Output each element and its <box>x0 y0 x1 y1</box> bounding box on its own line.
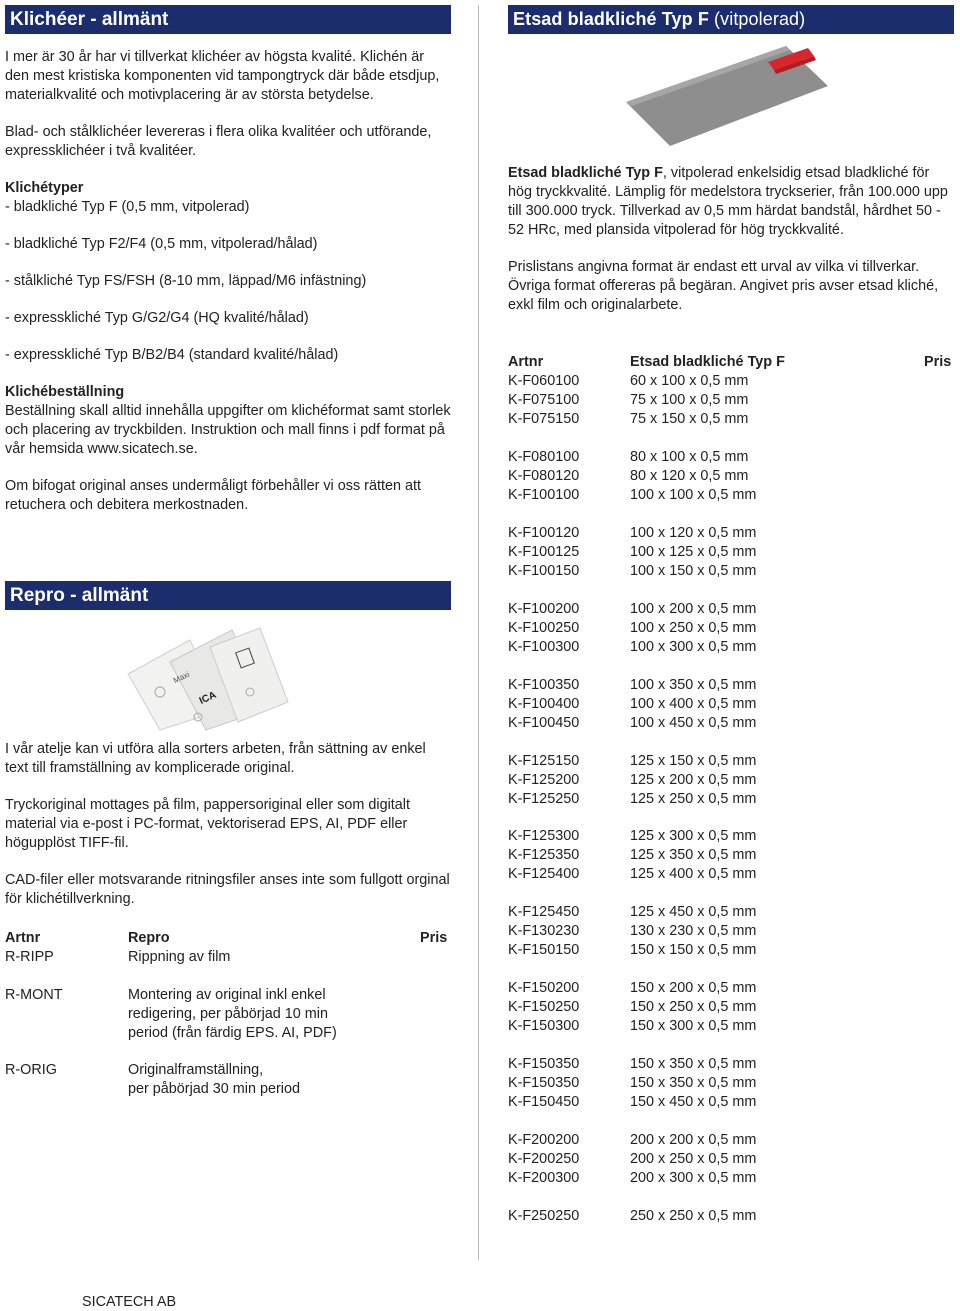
table-row-desc: 75 x 100 x 0,5 mm <box>630 392 749 408</box>
plate-image <box>618 40 838 150</box>
table-row-artnr: K-F150300 <box>508 1018 580 1035</box>
table-row-artnr: K-F100200 <box>508 600 580 617</box>
etsad-price-table <box>508 353 954 1233</box>
title-bold: Etsad bladkliché Typ F <box>513 9 709 29</box>
repro-film-image <box>120 622 290 732</box>
etsad-col-artnr: Artnr <box>508 354 544 370</box>
table-row-desc: 200 x 300 x 0,5 mm <box>630 1170 757 1186</box>
table-row-desc: 100 x 250 x 0,5 mm <box>630 619 757 636</box>
table-row-desc: 150 x 450 x 0,5 mm <box>630 1094 757 1111</box>
table-row-desc: 125 x 350 x 0,5 mm <box>630 847 757 864</box>
etsad-description <box>508 164 954 315</box>
table-row-artnr: K-F200250 <box>508 1151 580 1167</box>
table-row-desc: 60 x 100 x 0,5 mm <box>630 373 749 389</box>
table-row-desc: 150 x 350 x 0,5 mm <box>630 1075 757 1092</box>
table-row-desc: Originalframställning, <box>128 1062 264 1078</box>
type-item: - expresskliché Typ G/G2/G4 (HQ kvalité/hålad) <box>5 310 309 326</box>
repro-text-block <box>5 740 451 909</box>
etsad-paragraph-1 <box>508 164 954 240</box>
repro-price-table <box>5 929 451 1099</box>
type-item: - expresskliché Typ B/B2/B4 (standard kvalité/hålad) <box>5 347 339 363</box>
table-row-desc: period (från färdig EPS. AI, PDF) <box>128 1025 337 1041</box>
table-row-artnr: K-F100350 <box>508 676 580 693</box>
section-title-etsad <box>508 5 954 34</box>
table-row-desc: 125 x 450 x 0,5 mm <box>630 904 757 921</box>
table-row-artnr: K-F080120 <box>508 467 580 484</box>
table-row-artnr: K-F100250 <box>508 619 580 636</box>
table-row-artnr: K-F125300 <box>508 828 580 845</box>
table-row-desc: per påbörjad 30 min period <box>128 1081 300 1097</box>
table-row-artnr: K-F250250 <box>508 1207 580 1224</box>
table-row-artnr: K-F150150 <box>508 942 580 959</box>
table-row-artnr: K-F100120 <box>508 524 580 541</box>
etsad-col-desc: Etsad bladkliché Typ F <box>630 354 785 370</box>
table-row-desc: 200 x 250 x 0,5 mm <box>630 1151 757 1167</box>
table-row-desc: 100 x 350 x 0,5 mm <box>630 676 757 693</box>
right-column <box>508 5 954 34</box>
table-row-desc: 100 x 125 x 0,5 mm <box>630 543 757 560</box>
order-paragraph: Beställning skall alltid innehålla uppgifter om klichéformat samt storlek och placering av tryckbilden. Instruktion och mall finns i pdf format på vår hemsida www.sicatech.se. <box>5 403 451 457</box>
table-row-artnr: K-F100300 <box>508 638 580 655</box>
table-row-artnr: K-F125150 <box>508 752 580 769</box>
film-label-ica: ICA <box>197 689 219 707</box>
table-row-artnr: K-F125350 <box>508 847 580 864</box>
table-row-artnr: R-ORIG <box>5 1062 57 1078</box>
table-row-artnr: K-F150350 <box>508 1056 580 1073</box>
table-row-desc: 150 x 150 x 0,5 mm <box>630 942 757 959</box>
table-row-artnr: K-F080100 <box>508 448 580 465</box>
title-rest: (vitpolerad) <box>708 9 806 29</box>
table-row-desc: 125 x 400 x 0,5 mm <box>630 866 757 883</box>
table-row-artnr: K-F100400 <box>508 695 580 712</box>
repro-paragraph-3: CAD-filer eller motsvarande ritningsfiler anses inte som fullgott orginal för klichétillverkning. <box>5 872 450 907</box>
table-row-desc: 100 x 300 x 0,5 mm <box>630 638 757 655</box>
table-row-artnr: K-F100100 <box>508 486 580 503</box>
left-column <box>5 5 451 515</box>
table-row-desc: 80 x 100 x 0,5 mm <box>630 448 749 465</box>
repro-col-price: Pris <box>420 930 448 946</box>
table-row-artnr: K-F130230 <box>508 923 580 940</box>
column-divider <box>478 5 479 1260</box>
table-row-desc: 100 x 450 x 0,5 mm <box>630 714 757 731</box>
table-row-artnr: K-F125400 <box>508 866 580 883</box>
table-row-artnr: K-F125200 <box>508 771 580 788</box>
repro-paragraph-2: Tryckoriginal mottages på film, pappersoriginal eller som digitalt material via e-post i PC-format, vektoriserad EPS, AI, PDF eller högupplöst TIFF-fil. <box>5 797 410 851</box>
table-row-desc: 100 x 100 x 0,5 mm <box>630 486 757 503</box>
type-item: - bladkliché Typ F2/F4 (0,5 mm, vitpolerad/hålad) <box>5 236 318 252</box>
table-row-artnr: K-F150350 <box>508 1075 580 1092</box>
table-row-artnr: K-F075100 <box>508 392 580 408</box>
type-item: - bladkliché Typ F (0,5 mm, vitpolerad) <box>5 199 250 215</box>
table-row-artnr: R-MONT <box>5 987 63 1003</box>
table-row-desc: 150 x 250 x 0,5 mm <box>630 999 757 1016</box>
table-row-desc: 130 x 230 x 0,5 mm <box>630 923 757 940</box>
repro-col-desc: Repro <box>128 930 170 946</box>
table-row-artnr: K-F100150 <box>508 562 580 579</box>
section-title-klicheer: Klichéer - allmänt <box>5 5 451 34</box>
table-row-desc: 100 x 400 x 0,5 mm <box>630 695 757 712</box>
table-row-desc: 125 x 150 x 0,5 mm <box>630 752 757 769</box>
etsad-desc: , vitpolerad enkelsidig etsad bladkliché för hög tryckkvalité. Lämplig för medelstora tryckserier, från 100.000 upp till 300.000 tryck. Tillverkad av 0,5 mm härdat bandstål, hårdhet 50 - 52 HRc, med plansida vitpolerad för hög tryckkvalité. <box>508 165 948 238</box>
table-row-desc: 125 x 200 x 0,5 mm <box>630 771 757 788</box>
table-row-desc: 80 x 120 x 0,5 mm <box>630 467 749 484</box>
etsad-name: Etsad bladkliché Typ F <box>508 165 663 181</box>
film-label-maxi: Maxi <box>171 669 192 686</box>
table-row-desc: 200 x 200 x 0,5 mm <box>630 1132 757 1148</box>
type-item: - stålkliché Typ FS/FSH (8-10 mm, läppad/M6 infästning) <box>5 273 367 289</box>
table-row-desc: 100 x 120 x 0,5 mm <box>630 524 757 541</box>
table-row-desc: 250 x 250 x 0,5 mm <box>630 1207 757 1224</box>
section-title-repro: Repro - allmänt <box>5 581 451 610</box>
table-row-desc: 75 x 150 x 0,5 mm <box>630 411 749 427</box>
table-row-desc: Rippning av film <box>128 949 231 965</box>
table-row-artnr: K-F100125 <box>508 543 580 560</box>
table-row-artnr: K-F125250 <box>508 790 580 807</box>
table-row-artnr: K-F200300 <box>508 1170 580 1186</box>
table-row-artnr: R-RIPP <box>5 949 54 965</box>
intro-paragraph: I mer är 30 år har vi tillverkat klichéer av högsta kvalité. Klichén är den mest kristiska komponenten vid tampongtryck där både etsdjup, materialkvalité och motivplacering är av största betydelse. <box>5 49 440 103</box>
table-row-desc: 150 x 300 x 0,5 mm <box>630 1018 757 1035</box>
types-heading: Klichétyper <box>5 180 84 196</box>
table-row-desc: redigering, per påbörjad 10 min <box>128 1006 328 1022</box>
repro-col-artnr: Artnr <box>5 930 41 946</box>
table-row-desc: 150 x 200 x 0,5 mm <box>630 980 757 997</box>
repro-paragraph-1: I vår atelje kan vi utföra alla sorters arbeten, från sättning av enkel text till framställning av komplicerade original. <box>5 741 426 776</box>
table-row-desc: Montering av original inkl enkel <box>128 987 326 1003</box>
table-row-artnr: K-F100450 <box>508 714 580 731</box>
table-row-desc: 100 x 150 x 0,5 mm <box>630 562 757 579</box>
table-row-desc: 125 x 250 x 0,5 mm <box>630 790 757 807</box>
table-row-artnr: K-F150450 <box>508 1094 580 1111</box>
etsad-col-price: Pris <box>924 354 952 370</box>
order-heading: Klichébeställning <box>5 384 125 400</box>
table-row-artnr: K-F075150 <box>508 411 580 427</box>
table-row-artnr: K-F125450 <box>508 904 580 921</box>
etsad-paragraph-2: Prislistans angivna format är endast ett urval av vilka vi tillverkar. Övriga format offereras på begäran. Angivet pris avser etsad kliché, exkl film och originalarbete. <box>508 259 939 313</box>
table-row-artnr: K-F150250 <box>508 999 580 1016</box>
table-row-desc: 150 x 350 x 0,5 mm <box>630 1056 757 1073</box>
table-row-desc: 100 x 200 x 0,5 mm <box>630 600 757 617</box>
intro-paragraph-2: Blad- och stålklichéer levereras i flera olika kvalitéer och utförande, expressklichéer i två kvalitéer. <box>5 124 432 159</box>
table-row-desc: 125 x 300 x 0,5 mm <box>630 828 757 845</box>
order-paragraph-2: Om bifogat original anses undermåligt förbehåller vi oss rätten att retuchera och debitera merkostnaden. <box>5 478 421 513</box>
table-row-artnr: K-F150200 <box>508 980 580 997</box>
table-row-artnr: K-F200200 <box>508 1132 580 1148</box>
table-row-artnr: K-F060100 <box>508 373 580 389</box>
footer-company: SICATECH AB <box>82 1294 177 1310</box>
